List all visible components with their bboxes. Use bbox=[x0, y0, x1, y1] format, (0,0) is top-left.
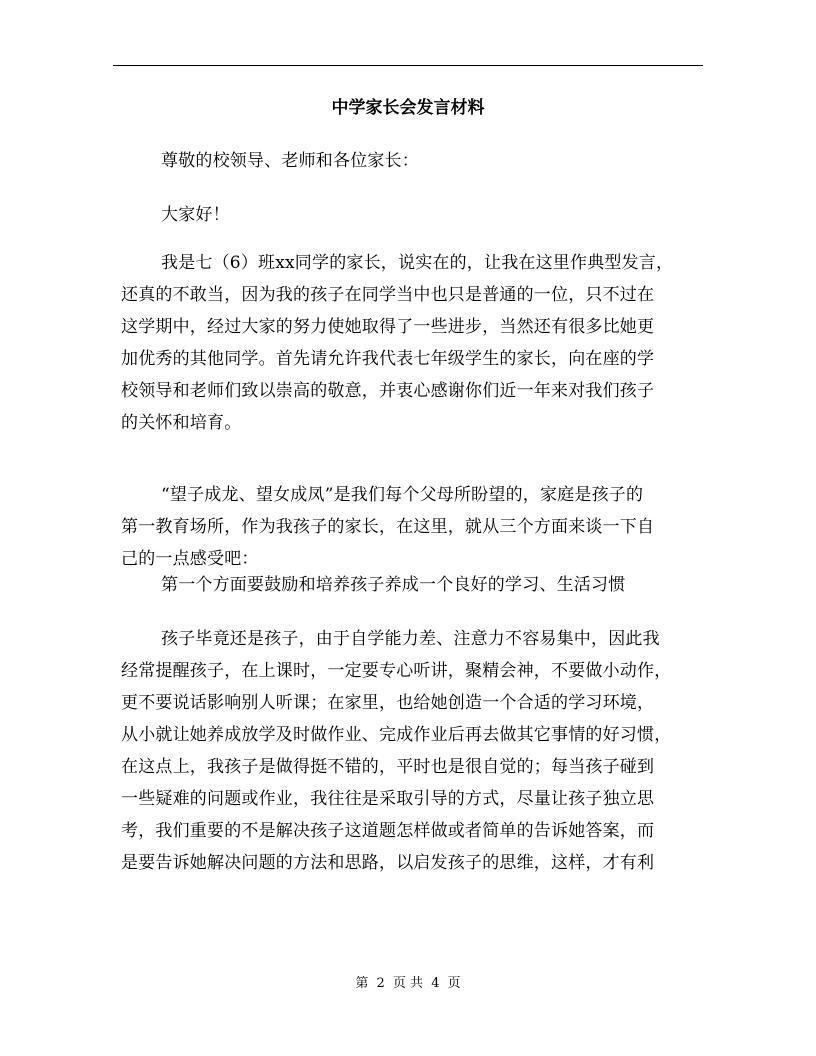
paragraph-line: 加优秀的其他同学。首先请允许我代表七年级学生的家长，向在座的学 bbox=[121, 349, 655, 369]
footer-page-number: 2 bbox=[376, 976, 385, 991]
paragraph-1 bbox=[121, 247, 705, 439]
paragraph-line: 一些疑难的问题或作业，我往往是采取引导的方式，尽量让孩子独立思 bbox=[121, 789, 655, 809]
paragraph-line: 的关怀和培育。 bbox=[121, 413, 242, 433]
paragraph-line: 是要告诉她解决问题的方法和思路，以启发孩子的思维，这样，才有利 bbox=[121, 853, 655, 873]
paragraph-line: 在这点上，我孩子是做得挺不错的，平时也是很自觉的；每当孩子碰到 bbox=[121, 757, 655, 777]
paragraph-line: 还真的不敢当，因为我的孩子在同学当中也只是普通的一位，只不过在 bbox=[121, 285, 655, 305]
footer-prefix: 第 bbox=[355, 976, 369, 991]
paragraph-line: “望子成龙、望女成凤”是我们每个父母所盼望的，家庭是孩子的 bbox=[161, 485, 644, 505]
paragraph-3-text bbox=[121, 623, 705, 879]
paragraph-3 bbox=[121, 623, 705, 879]
hello-paragraph: 大家好！ bbox=[161, 205, 230, 225]
footer-suffix: 页 bbox=[447, 976, 461, 991]
header-rule bbox=[113, 65, 703, 66]
paragraph-line: 从小就让她养成放学及时做作业、完成作业后再去做其它事情的好习惯， bbox=[121, 725, 672, 745]
paragraph-line: 这学期中，经过大家的努力使她取得了一些进步，当然还有很多比她更 bbox=[121, 317, 655, 337]
paragraph-2 bbox=[121, 479, 705, 575]
footer-middle: 页 共 bbox=[392, 976, 424, 991]
greeting-line bbox=[121, 145, 705, 177]
footer-total-pages: 4 bbox=[431, 976, 440, 991]
paragraph-1-text bbox=[121, 247, 705, 439]
section-heading-1 bbox=[121, 569, 705, 601]
document-title: 中学家长会发言材料 bbox=[331, 98, 485, 118]
paragraph-line: 校领导和老师们致以崇高的敬意，并衷心感谢你们近一年来对我们孩子 bbox=[121, 381, 655, 401]
section-heading-1-text: 第一个方面要鼓励和培养孩子养成一个良好的学习、生活习惯 bbox=[161, 575, 626, 595]
paragraph-line: 我是七（6）班xx同学的家长，说实在的，让我在这里作典型发言， bbox=[161, 253, 674, 273]
paragraph-line: 更不要说话影响别人听课；在家里，也给她创造一个合适的学习环境， bbox=[121, 693, 655, 713]
paragraph-line: 考，我们重要的不是解决孩子这道题怎样做或者简单的告诉她答案，而 bbox=[121, 821, 655, 841]
paragraph-line: 孩子毕竟还是孩子，由于自学能力差、注意力不容易集中，因此我 bbox=[161, 629, 660, 649]
paragraph-line: 己的一点感受吧： bbox=[121, 549, 259, 569]
paragraph-line: 第一教育场所，作为我孩子的家长，在这里，就从三个方面来谈一下自 bbox=[121, 517, 655, 537]
paragraph-2-text bbox=[121, 479, 705, 575]
paragraph-line: 经常提醒孩子，在上课时，一定要专心听讲，聚精会神，不要做小动作， bbox=[121, 661, 672, 681]
greeting-paragraph: 尊敬的校领导、老师和各位家长： bbox=[161, 151, 419, 171]
hello-line bbox=[121, 199, 705, 231]
page-footer bbox=[113, 975, 703, 993]
